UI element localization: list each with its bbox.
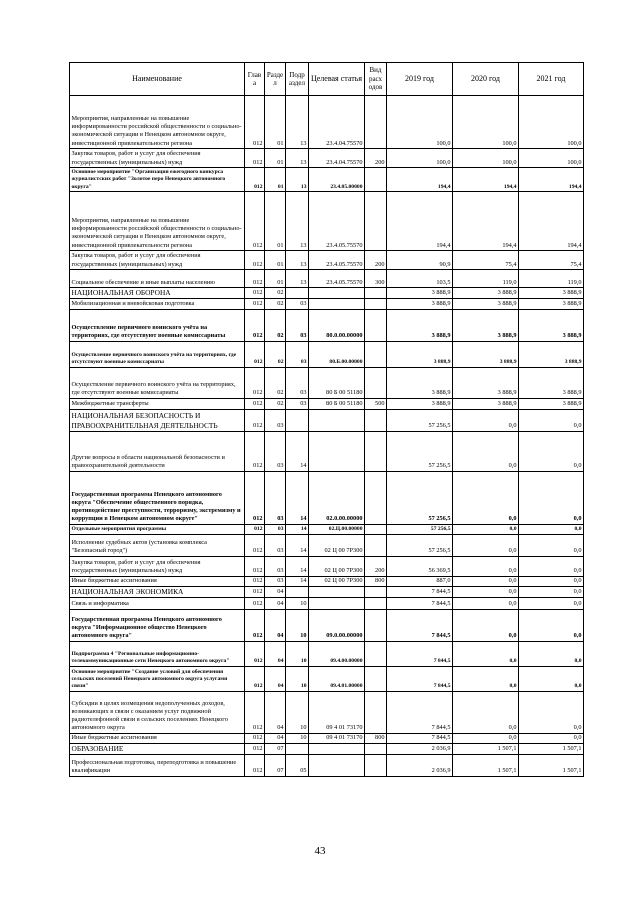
header-name: Наименование	[70, 63, 245, 96]
row-glav: 012	[245, 754, 265, 776]
row-name: Государственная программа Ненецкого автономного округа "Обеспечение общественного порядка, противодействие преступности, терроризму, экстремизму и коррупции в Ненецком автономном округе"	[70, 471, 245, 524]
row-razdel: 01	[265, 96, 286, 149]
header-target-article: Целевая статья	[309, 63, 365, 96]
table-row	[70, 398, 584, 409]
row-target-article: 09.0.00.00000	[309, 609, 365, 641]
row-expense-type: 200	[365, 251, 387, 270]
row-value-2021: 119,0	[519, 270, 584, 288]
row-glav: 012	[245, 96, 265, 149]
row-target-article: 23.4.04.75570	[309, 149, 365, 168]
row-name: Осуществление первичного воинского учёта на территориях, где отсутствуют военные комиссариаты	[70, 309, 245, 341]
row-podrazdel: 03	[286, 298, 309, 309]
row-glav: 012	[245, 556, 265, 576]
row-value-2021: 0,0	[519, 471, 584, 524]
table-row	[70, 666, 584, 691]
table-row	[70, 168, 584, 192]
row-target-article: 23.4.05.75570	[309, 270, 365, 288]
row-target-article: 09 4 01 73170	[309, 691, 365, 733]
row-value-2019: 2 036,9	[387, 754, 453, 776]
row-target-article: 23.4.05.75570	[309, 192, 365, 251]
row-value-2019: 57 256,5	[387, 534, 453, 556]
table-row	[70, 586, 584, 597]
row-value-2019: 3 888,9	[387, 288, 453, 299]
row-value-2021: 1 507,1	[519, 754, 584, 776]
row-podrazdel: 14	[286, 471, 309, 524]
row-expense-type	[365, 597, 387, 609]
row-target-article: 23.4.05.00000	[309, 168, 365, 192]
row-value-2021: 3 888,9	[519, 298, 584, 309]
row-expense-type: 200	[365, 149, 387, 168]
table-row	[70, 743, 584, 754]
row-razdel: 04	[265, 586, 286, 597]
row-target-article: 09 4 01 73170	[309, 733, 365, 743]
row-razdel: 02	[265, 341, 286, 367]
row-name: Социальное обеспечение и иные выплаты населению	[70, 270, 245, 288]
row-target-article: 02.Ц.00.00000	[309, 524, 365, 534]
row-value-2020: 100,0	[453, 149, 519, 168]
row-target-article	[309, 586, 365, 597]
row-name: Связь и информатика	[70, 597, 245, 609]
row-razdel: 04	[265, 666, 286, 691]
row-value-2019: 3 888,9	[387, 367, 453, 398]
table-row	[70, 192, 584, 251]
row-name: НАЦИОНАЛЬНАЯ БЕЗОПАСНОСТЬ И ПРАВООХРАНИТЕЛЬНАЯ ДЕЯТЕЛЬНОСТЬ	[70, 409, 245, 431]
table-row	[70, 609, 584, 641]
row-razdel: 03	[265, 556, 286, 576]
header-razdel: Разде л	[265, 63, 286, 96]
row-podrazdel: 10	[286, 733, 309, 743]
row-value-2020: 119,0	[453, 270, 519, 288]
row-target-article: 80 Б 00 51180	[309, 367, 365, 398]
row-value-2019: 7 844,5	[387, 691, 453, 733]
row-razdel: 01	[265, 270, 286, 288]
row-value-2019: 3 888,9	[387, 309, 453, 341]
row-value-2021: 100,0	[519, 96, 584, 149]
row-expense-type	[365, 754, 387, 776]
row-glav: 012	[245, 524, 265, 534]
row-value-2019: 887,0	[387, 576, 453, 586]
row-name: Профессиональная подготовка, переподготовка и повышение квалификации	[70, 754, 245, 776]
row-value-2020: 0,0	[453, 666, 519, 691]
row-value-2021: 0,0	[519, 609, 584, 641]
row-podrazdel: 03	[286, 367, 309, 398]
row-value-2020: 0,0	[453, 431, 519, 471]
row-glav: 012	[245, 309, 265, 341]
budget-table-sheet	[69, 62, 583, 777]
row-value-2020: 0,0	[453, 597, 519, 609]
row-value-2021: 0,0	[519, 597, 584, 609]
row-podrazdel: 10	[286, 597, 309, 609]
row-value-2020: 0,0	[453, 609, 519, 641]
row-value-2020: 0,0	[453, 733, 519, 743]
row-value-2020: 3 888,9	[453, 367, 519, 398]
row-podrazdel: 05	[286, 754, 309, 776]
row-value-2019: 3 888,9	[387, 341, 453, 367]
row-expense-type	[365, 743, 387, 754]
header-2020: 2020 год	[453, 63, 519, 96]
row-podrazdel	[286, 743, 309, 754]
table-row	[70, 431, 584, 471]
row-value-2019: 57 256,5	[387, 409, 453, 431]
row-value-2019: 90,9	[387, 251, 453, 270]
row-target-article	[309, 288, 365, 299]
row-expense-type	[365, 192, 387, 251]
row-target-article: 09.4.00.00000	[309, 641, 365, 666]
row-target-article: 02.0.00.00000	[309, 471, 365, 524]
row-name: Мобилизационная и вневойсковая подготовка	[70, 298, 245, 309]
table-row	[70, 576, 584, 586]
table-row	[70, 524, 584, 534]
row-razdel: 03	[265, 431, 286, 471]
row-value-2021: 0,0	[519, 409, 584, 431]
row-value-2021: 0,0	[519, 586, 584, 597]
row-podrazdel: 10	[286, 666, 309, 691]
row-razdel: 04	[265, 641, 286, 666]
row-podrazdel: 14	[286, 524, 309, 534]
row-expense-type	[365, 534, 387, 556]
row-value-2021: 3 888,9	[519, 367, 584, 398]
row-name: Иные бюджетные ассигнования	[70, 733, 245, 743]
row-value-2020: 0,0	[453, 524, 519, 534]
row-name: ОБРАЗОВАНИЕ	[70, 743, 245, 754]
row-razdel: 07	[265, 754, 286, 776]
row-glav: 012	[245, 431, 265, 471]
row-razdel: 03	[265, 534, 286, 556]
row-expense-type	[365, 691, 387, 733]
row-target-article: 02 Ц 00 7Р300	[309, 576, 365, 586]
row-target-article	[309, 597, 365, 609]
row-podrazdel: 10	[286, 609, 309, 641]
row-target-article	[309, 409, 365, 431]
row-value-2019: 7 844,5	[387, 609, 453, 641]
table-row	[70, 149, 584, 168]
row-target-article: 02 Ц 00 7Р300	[309, 556, 365, 576]
row-value-2020: 0,0	[453, 556, 519, 576]
row-razdel: 03	[265, 524, 286, 534]
row-target-article: 80.0.00.00000	[309, 309, 365, 341]
row-glav: 012	[245, 609, 265, 641]
table-header-row	[70, 63, 584, 96]
row-expense-type	[365, 367, 387, 398]
row-value-2021: 194,4	[519, 168, 584, 192]
row-value-2020: 75,4	[453, 251, 519, 270]
row-value-2021: 3 888,9	[519, 309, 584, 341]
row-value-2021: 0,0	[519, 534, 584, 556]
row-podrazdel: 13	[286, 192, 309, 251]
row-target-article	[309, 431, 365, 471]
row-value-2019: 56 369,5	[387, 556, 453, 576]
row-value-2021: 3 888,9	[519, 288, 584, 299]
row-glav: 012	[245, 586, 265, 597]
row-expense-type	[365, 168, 387, 192]
row-value-2020: 3 888,9	[453, 309, 519, 341]
table-row	[70, 288, 584, 299]
row-glav: 012	[245, 597, 265, 609]
table-row	[70, 409, 584, 431]
row-glav: 012	[245, 192, 265, 251]
row-expense-type	[365, 641, 387, 666]
row-value-2021: 75,4	[519, 251, 584, 270]
row-expense-type	[365, 298, 387, 309]
row-value-2019: 3 888,9	[387, 398, 453, 409]
row-value-2019: 7 844,5	[387, 586, 453, 597]
row-expense-type	[365, 288, 387, 299]
row-glav: 012	[245, 666, 265, 691]
row-podrazdel: 03	[286, 309, 309, 341]
row-value-2019: 57 256,5	[387, 471, 453, 524]
budget-table	[69, 62, 584, 777]
row-value-2019: 7 844,5	[387, 733, 453, 743]
row-value-2021: 0,0	[519, 556, 584, 576]
row-name: Закупка товаров, работ и услуг для обеспечения государственных (муниципальных) нужд	[70, 556, 245, 576]
row-value-2019: 103,5	[387, 270, 453, 288]
table-body	[70, 96, 584, 777]
table-row	[70, 298, 584, 309]
row-razdel: 01	[265, 149, 286, 168]
row-glav: 012	[245, 270, 265, 288]
row-expense-type: 800	[365, 733, 387, 743]
row-expense-type	[365, 431, 387, 471]
table-row	[70, 754, 584, 776]
table-row	[70, 471, 584, 524]
table-row	[70, 96, 584, 149]
row-value-2021: 194,4	[519, 192, 584, 251]
row-target-article	[309, 754, 365, 776]
row-expense-type	[365, 524, 387, 534]
row-value-2021: 0,0	[519, 666, 584, 691]
row-razdel: 07	[265, 743, 286, 754]
row-value-2020: 0,0	[453, 691, 519, 733]
row-podrazdel	[286, 586, 309, 597]
row-value-2020: 0,0	[453, 586, 519, 597]
row-name: Закупка товаров, работ и услуг для обеспечения государственных (муниципальных) нужд	[70, 251, 245, 270]
row-razdel: 02	[265, 298, 286, 309]
row-target-article: 80.Б.00.00000	[309, 341, 365, 367]
row-value-2019: 194,4	[387, 168, 453, 192]
row-value-2020: 0,0	[453, 576, 519, 586]
row-glav: 012	[245, 471, 265, 524]
row-expense-type	[365, 96, 387, 149]
row-glav: 012	[245, 251, 265, 270]
row-expense-type: 200	[365, 556, 387, 576]
row-podrazdel: 13	[286, 168, 309, 192]
row-value-2021: 0,0	[519, 576, 584, 586]
row-expense-type	[365, 309, 387, 341]
row-value-2021: 0,0	[519, 431, 584, 471]
row-name: Исполнение судебных актов (установка комплекса "Безопасный город")	[70, 534, 245, 556]
row-name: Подпрограмма 4 "Региональные информационно-телекоммуникационные сети Ненецкого автономного округа"	[70, 641, 245, 666]
row-value-2019: 57 256,5	[387, 524, 453, 534]
row-value-2020: 194,4	[453, 192, 519, 251]
row-glav: 012	[245, 398, 265, 409]
row-razdel: 03	[265, 409, 286, 431]
row-value-2021: 0,0	[519, 641, 584, 666]
row-name: Субсидии в целях возмещения недополученных доходов, возникающих в связи с оказанием услуг подвижной радиотелефонной связи в сельских поселениях Ненецкого автономного округа	[70, 691, 245, 733]
row-razdel: 01	[265, 251, 286, 270]
row-value-2021: 3 888,9	[519, 341, 584, 367]
header-expense-type: Вид расх одов	[365, 63, 387, 96]
row-name: Основное мероприятие "Создание условий для обеспечения сельских поселений Ненецкого автономного округа услугами связи"	[70, 666, 245, 691]
row-value-2020: 0,0	[453, 409, 519, 431]
row-glav: 012	[245, 743, 265, 754]
row-razdel: 04	[265, 733, 286, 743]
row-target-article: 23.4.05.75570	[309, 251, 365, 270]
table-row	[70, 341, 584, 367]
row-value-2020: 1 507,1	[453, 743, 519, 754]
row-glav: 012	[245, 298, 265, 309]
row-target-article: 02 Ц 00 7Р300	[309, 534, 365, 556]
row-podrazdel: 14	[286, 576, 309, 586]
row-expense-type	[365, 409, 387, 431]
row-glav: 012	[245, 576, 265, 586]
row-glav: 012	[245, 367, 265, 398]
row-value-2019: 57 256,5	[387, 431, 453, 471]
row-target-article	[309, 298, 365, 309]
row-name: Государственная программа Ненецкого автономного округа "Информационное общество Ненецкого автономного округа"	[70, 609, 245, 641]
table-row	[70, 733, 584, 743]
row-glav: 012	[245, 641, 265, 666]
row-razdel: 02	[265, 288, 286, 299]
row-target-article: 09.4.01.00000	[309, 666, 365, 691]
table-row	[70, 597, 584, 609]
row-razdel: 03	[265, 576, 286, 586]
row-glav: 012	[245, 534, 265, 556]
table-row	[70, 556, 584, 576]
row-expense-type	[365, 471, 387, 524]
row-podrazdel: 03	[286, 341, 309, 367]
row-razdel: 01	[265, 192, 286, 251]
row-value-2019: 194,4	[387, 192, 453, 251]
row-name: Осуществление первичного воинского учёта на территориях, где отсутствуют военные комиссариаты	[70, 367, 245, 398]
row-value-2019: 100,0	[387, 149, 453, 168]
row-value-2020: 1 507,1	[453, 754, 519, 776]
row-podrazdel: 14	[286, 556, 309, 576]
row-value-2020: 3 888,9	[453, 398, 519, 409]
row-expense-type: 300	[365, 270, 387, 288]
row-expense-type	[365, 341, 387, 367]
row-podrazdel: 14	[286, 431, 309, 471]
row-expense-type	[365, 586, 387, 597]
row-razdel: 03	[265, 471, 286, 524]
row-podrazdel	[286, 409, 309, 431]
row-glav: 012	[245, 149, 265, 168]
table-row	[70, 641, 584, 666]
header-2021: 2021 год	[519, 63, 584, 96]
row-name: НАЦИОНАЛЬНАЯ ЭКОНОМИКА	[70, 586, 245, 597]
row-podrazdel: 10	[286, 641, 309, 666]
row-value-2019: 3 888,9	[387, 298, 453, 309]
row-value-2019: 7 844,5	[387, 666, 453, 691]
row-name: Основное мероприятие "Организация ежегодного конкурса журналистских работ "Золотое перо Ненецкого автономного округа"	[70, 168, 245, 192]
row-target-article	[309, 743, 365, 754]
row-name: Отдельные мероприятия программы	[70, 524, 245, 534]
row-podrazdel: 13	[286, 96, 309, 149]
row-value-2020: 0,0	[453, 534, 519, 556]
row-podrazdel: 13	[286, 251, 309, 270]
row-expense-type	[365, 609, 387, 641]
row-value-2020: 194,4	[453, 168, 519, 192]
row-expense-type: 500	[365, 398, 387, 409]
row-name: Другие вопросы в области национальной безопасности и правоохранительной деятельности	[70, 431, 245, 471]
table-row	[70, 691, 584, 733]
row-expense-type	[365, 666, 387, 691]
row-name: Закупка товаров, работ и услуг для обеспечения государственных (муниципальных) нужд	[70, 149, 245, 168]
table-row	[70, 270, 584, 288]
page-number: 43	[314, 845, 326, 857]
table-row	[70, 534, 584, 556]
row-razdel: 04	[265, 691, 286, 733]
row-podrazdel: 13	[286, 149, 309, 168]
header-glav: Глав а	[245, 63, 265, 96]
row-podrazdel: 10	[286, 691, 309, 733]
row-podrazdel	[286, 288, 309, 299]
header-podrazdel: Подр аздел	[286, 63, 309, 96]
row-value-2020: 0,0	[453, 641, 519, 666]
row-value-2021: 100,0	[519, 149, 584, 168]
row-value-2019: 7 844,5	[387, 641, 453, 666]
row-razdel: 02	[265, 398, 286, 409]
row-expense-type: 800	[365, 576, 387, 586]
table-row	[70, 251, 584, 270]
table-row	[70, 309, 584, 341]
row-razdel: 04	[265, 609, 286, 641]
row-podrazdel: 13	[286, 270, 309, 288]
row-glav: 012	[245, 409, 265, 431]
row-razdel: 01	[265, 168, 286, 192]
row-razdel: 02	[265, 367, 286, 398]
row-value-2019: 100,0	[387, 96, 453, 149]
row-value-2021: 3 888,9	[519, 398, 584, 409]
row-value-2019: 7 844,5	[387, 597, 453, 609]
row-name: Иные бюджетные ассигнования	[70, 576, 245, 586]
row-value-2021: 0,0	[519, 691, 584, 733]
row-value-2020: 100,0	[453, 96, 519, 149]
row-name: НАЦИОНАЛЬНАЯ ОБОРОНА	[70, 288, 245, 299]
row-value-2021: 0,0	[519, 524, 584, 534]
row-name: Мероприятия, направленные на повышение информированности российской общественности о социально-экономической ситуации в Ненецком автономном округе, инвестиционной привлекательности региона	[70, 192, 245, 251]
row-podrazdel: 14	[286, 534, 309, 556]
row-razdel: 04	[265, 597, 286, 609]
table-row	[70, 367, 584, 398]
row-value-2021: 1 507,1	[519, 743, 584, 754]
row-value-2020: 3 888,9	[453, 288, 519, 299]
row-value-2020: 3 888,9	[453, 298, 519, 309]
row-value-2020: 3 888,9	[453, 341, 519, 367]
row-name: Межбюджетные трансферты	[70, 398, 245, 409]
row-glav: 012	[245, 341, 265, 367]
row-value-2020: 0,0	[453, 471, 519, 524]
row-glav: 012	[245, 691, 265, 733]
row-name: Мероприятия, направленные на повышение информированности российской общественности о социально-экономической ситуации в Ненецком автономном округе, инвестиционной привлекательности региона	[70, 96, 245, 149]
row-target-article: 23.4.04.75570	[309, 96, 365, 149]
row-glav: 012	[245, 168, 265, 192]
row-glav: 012	[245, 288, 265, 299]
row-value-2021: 0,0	[519, 733, 584, 743]
row-value-2019: 2 036,9	[387, 743, 453, 754]
row-name: Осуществление первичного воинского учёта на территориях, где отсутствуют военные комиссариаты	[70, 341, 245, 367]
row-razdel: 02	[265, 309, 286, 341]
row-podrazdel: 03	[286, 398, 309, 409]
row-target-article: 80 Б 00 51180	[309, 398, 365, 409]
row-glav: 012	[245, 733, 265, 743]
header-2019: 2019 год	[387, 63, 453, 96]
